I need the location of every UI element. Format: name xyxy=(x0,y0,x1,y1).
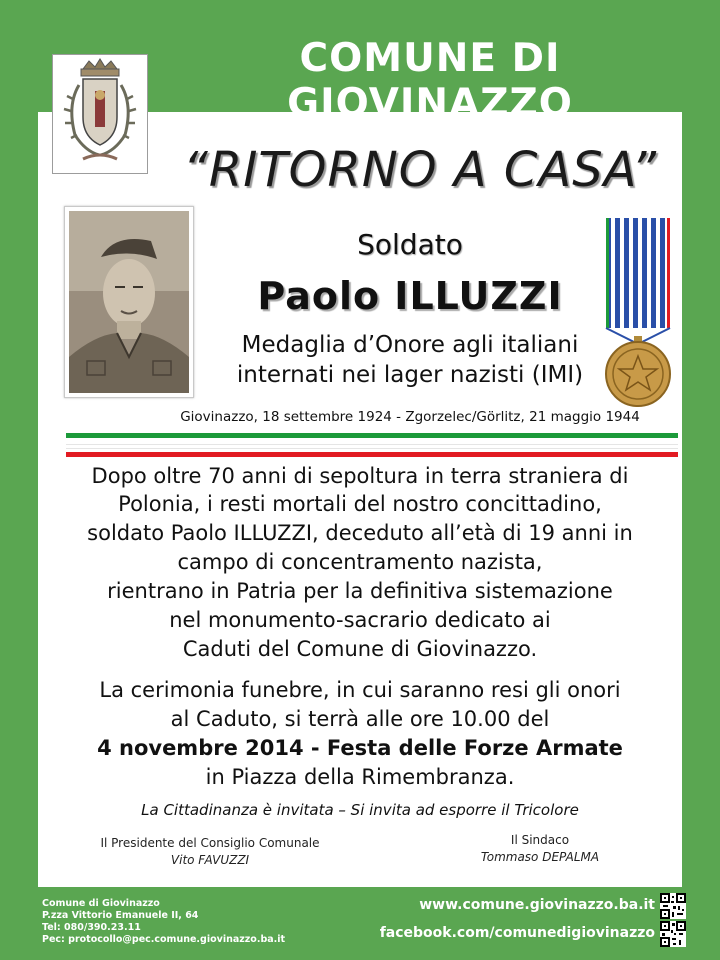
council-president-title: Il Presidente del Consiglio Comunale xyxy=(100,836,320,850)
qr-code-icon xyxy=(660,893,686,919)
body-line: Polonia, i resti mortali del nostro concittadino, xyxy=(118,492,602,516)
ceremony-date-line: 4 novembre 2014 - Festa delle Forze Armate xyxy=(97,736,623,760)
mayor-title: Il Sindaco xyxy=(510,833,570,847)
body-line: campo di concentramento nazista, xyxy=(177,550,543,574)
body-line: Dopo oltre 70 anni di sepoltura in terra straniera di xyxy=(91,464,629,488)
ceremony-line: La cerimonia funebre, in cui saranno resi gli onori xyxy=(99,678,621,702)
footer-address-line: Comune di Giovinazzo xyxy=(42,898,160,909)
footer-phone: Tel: 080/390.23.11 xyxy=(42,922,141,933)
municipal-crest-icon xyxy=(52,54,148,174)
footer-facebook-link[interactable]: facebook.com/comunedigiovinazzo xyxy=(379,925,655,941)
mayor-name: Tommaso DEPALMA xyxy=(480,850,600,864)
medal-icon xyxy=(600,214,676,410)
award-line-2: internati nei lager nazisti (IMI) xyxy=(236,362,584,388)
soldier-name: Paolo ILLUZZI xyxy=(257,274,563,318)
flag-stripe-green xyxy=(66,433,678,438)
council-president-name: Vito FAVUZZI xyxy=(170,853,250,867)
body-line: soldato Paolo ILLUZZI, deceduto all’età di 19 anni in xyxy=(87,521,633,545)
soldier-rank: Soldato xyxy=(357,228,463,261)
footer-website-link[interactable]: www.comune.giovinazzo.ba.it xyxy=(419,897,655,913)
flag-stripe-white xyxy=(66,444,678,449)
qr-code-icon xyxy=(660,921,686,947)
invitation-line: La Cittadinanza è invitata – Si invita ad esporre il Tricolore xyxy=(141,801,579,819)
life-dates: Giovinazzo, 18 settembre 1924 - Zgorzelec/Görlitz, 21 maggio 1944 xyxy=(180,409,640,425)
ceremony-line: al Caduto, si terrà alle ore 10.00 del xyxy=(170,707,550,731)
flag-stripe-red xyxy=(66,452,678,457)
body-line: rientrano in Patria per la definitiva sistemazione xyxy=(107,579,613,603)
body-line: nel monumento-sacrario dedicato ai xyxy=(169,608,551,632)
footer-pec-email[interactable]: Pec: protocollo@pec.comune.giovinazzo.ba.it xyxy=(42,934,286,945)
ceremony-line: in Piazza della Rimembranza. xyxy=(205,765,515,789)
award-line-1: Medaglia d’Onore agli italiani xyxy=(241,332,579,358)
soldier-portrait xyxy=(64,206,194,398)
headline: “RITORNO A CASA” xyxy=(182,142,657,198)
footer-address-line: P.zza Vittorio Emanuele II, 64 xyxy=(42,910,199,921)
body-line: Caduti del Comune di Giovinazzo. xyxy=(182,637,538,661)
header-title: COMUNE DI GIOVINAZZO xyxy=(287,36,573,126)
